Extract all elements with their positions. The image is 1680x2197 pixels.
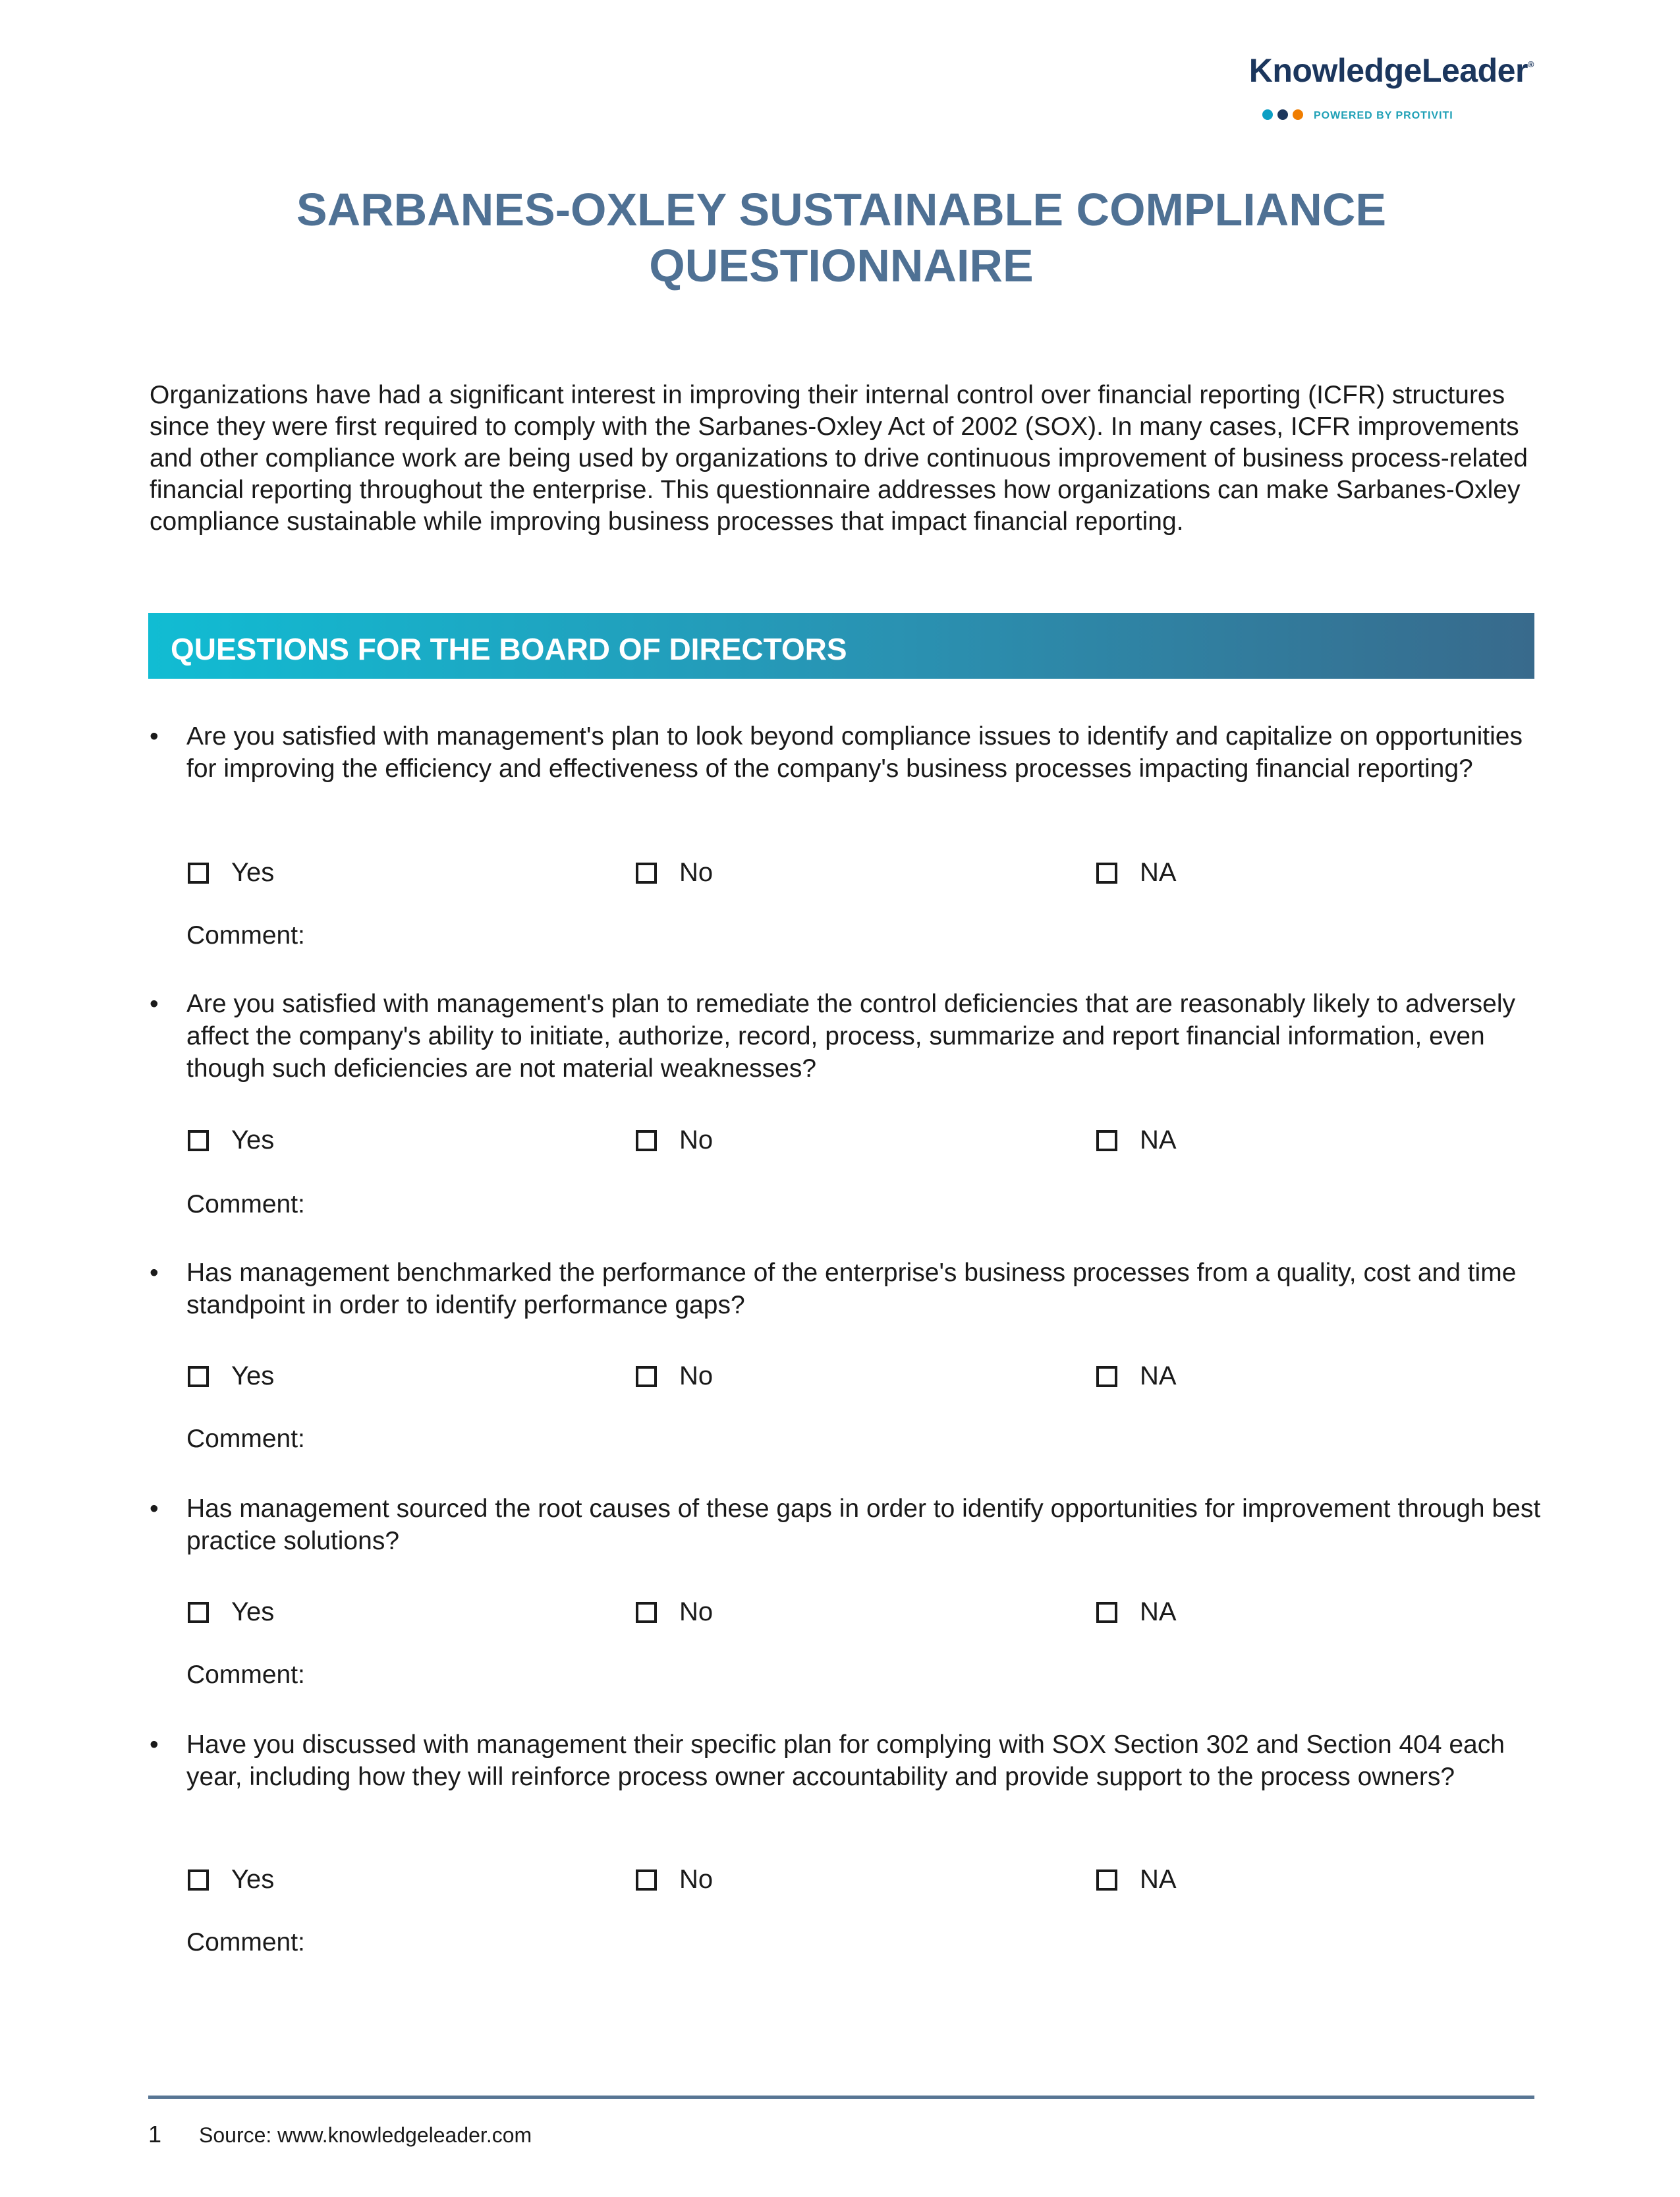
- yes-checkbox[interactable]: [188, 1869, 209, 1891]
- no-label: No: [679, 1865, 714, 1894]
- comment-label: Comment:: [186, 921, 305, 950]
- question-1: [150, 720, 1546, 971]
- no-checkbox[interactable]: [636, 1869, 657, 1891]
- na-checkbox[interactable]: [1096, 863, 1117, 884]
- logo-wordmark: KnowledgeLeader®: [1248, 52, 1534, 89]
- no-checkbox[interactable]: [636, 1602, 657, 1623]
- na-label: NA: [1140, 1361, 1177, 1390]
- option-yes[interactable]: [188, 1361, 274, 1391]
- question-3: [150, 1257, 1546, 1474]
- registered-mark: ®: [1527, 59, 1534, 69]
- no-checkbox[interactable]: [636, 863, 657, 884]
- option-no[interactable]: [636, 1597, 713, 1627]
- comment-label: Comment:: [186, 1661, 305, 1689]
- section-banner: [148, 613, 1534, 679]
- na-checkbox[interactable]: [1096, 1602, 1117, 1623]
- yes-label: Yes: [231, 1865, 275, 1894]
- no-label: No: [679, 1361, 714, 1390]
- comment-label: Comment:: [186, 1190, 305, 1218]
- question-text: Has management benchmarked the performance of the enterprise's business processes from a quality, cost and time standpoint in order to identify performance gaps?: [186, 1259, 1517, 1319]
- question-2: [150, 988, 1546, 1238]
- logo-dot-navy: [1277, 109, 1288, 120]
- bullet-icon: •: [150, 1495, 159, 1523]
- yes-checkbox[interactable]: [188, 863, 209, 884]
- yes-label: Yes: [231, 858, 275, 887]
- footer-source: Source: www.knowledgeleader.com: [199, 2123, 532, 2147]
- option-na[interactable]: [1096, 858, 1177, 888]
- na-label: NA: [1140, 1597, 1177, 1626]
- question-text: Has management sourced the root causes of these gaps in order to identify opportunities for improvement through best practice solutions?: [186, 1495, 1541, 1555]
- na-checkbox[interactable]: [1096, 1366, 1117, 1387]
- na-checkbox[interactable]: [1096, 1130, 1117, 1151]
- page-number: 1: [148, 2121, 162, 2148]
- yes-checkbox[interactable]: [188, 1130, 209, 1151]
- option-na[interactable]: [1096, 1865, 1177, 1895]
- question-text: Are you satisfied with management's plan to look beyond compliance issues to identify and capitalize on opportunities for improving the efficiency and effectiveness of the company's business processes impacting financial reporting?: [186, 722, 1523, 783]
- option-yes[interactable]: [188, 1865, 274, 1895]
- yes-checkbox[interactable]: [188, 1366, 209, 1387]
- yes-checkbox[interactable]: [188, 1602, 209, 1623]
- option-no[interactable]: [636, 1361, 713, 1391]
- yes-label: Yes: [231, 1597, 275, 1626]
- logo-dot-orange: [1293, 109, 1303, 120]
- no-checkbox[interactable]: [636, 1366, 657, 1387]
- na-checkbox[interactable]: [1096, 1869, 1117, 1891]
- option-no[interactable]: [636, 858, 713, 888]
- document-title: SARBANES-OXLEY SUSTAINABLE COMPLIANCE QUESTIONNAIRE: [296, 184, 1387, 291]
- knowledgeleader-logo: [1191, 51, 1534, 130]
- no-label: No: [679, 858, 714, 887]
- bullet-icon: •: [150, 1730, 159, 1759]
- no-label: No: [679, 1126, 714, 1155]
- comment-label: Comment:: [186, 1928, 305, 1956]
- option-no[interactable]: [636, 1865, 713, 1895]
- na-label: NA: [1140, 1126, 1177, 1155]
- question-5: [150, 1728, 1546, 1979]
- option-na[interactable]: [1096, 1361, 1177, 1391]
- question-text: Have you discussed with management their specific plan for complying with SOX Section 302 and Section 404 each year, including how they will reinforce process owner accountability and provide support to the process owners?: [186, 1730, 1505, 1791]
- option-na[interactable]: [1096, 1126, 1177, 1155]
- question-text: Are you satisfied with management's plan to remediate the control deficiencies that are reasonably likely to adversely affect the company's ability to initiate, authorize, record, process, summarize and report financial information, even though such deficiencies are not material weaknesses?: [186, 990, 1516, 1083]
- na-label: NA: [1140, 1865, 1177, 1894]
- option-yes[interactable]: [188, 1597, 274, 1627]
- bullet-icon: •: [150, 990, 159, 1018]
- logo-dots-icon: [1262, 109, 1303, 120]
- option-yes[interactable]: [188, 1126, 274, 1155]
- na-label: NA: [1140, 858, 1177, 887]
- no-checkbox[interactable]: [636, 1130, 657, 1151]
- footer-divider: [148, 2096, 1534, 2099]
- no-label: No: [679, 1597, 714, 1626]
- option-no[interactable]: [636, 1126, 713, 1155]
- logo-tagline: POWERED BY PROTIVITI: [1314, 110, 1453, 121]
- bullet-icon: •: [150, 722, 159, 751]
- option-yes[interactable]: [188, 858, 274, 888]
- comment-label: Comment:: [186, 1425, 305, 1453]
- question-4: [150, 1493, 1546, 1710]
- bullet-icon: •: [150, 1259, 159, 1287]
- option-na[interactable]: [1096, 1597, 1177, 1627]
- yes-label: Yes: [231, 1361, 275, 1390]
- intro-paragraph: Organizations have had a significant interest in improving their internal control over financial reporting (ICFR) structures since they were first required to comply with the Sarbanes-Oxley Act of 2002 (SOX). In many cases, ICFR improvements and other compliance work are being used by organizations to drive continuous improvement of business process-related financial reporting throughout the enterprise. This questionnaire addresses how organizations can make Sarbanes-Oxley compliance sustainable while improving business processes that impact financial reporting.: [150, 381, 1528, 536]
- yes-label: Yes: [231, 1126, 275, 1155]
- logo-dot-blue: [1262, 109, 1273, 120]
- section-title: QUESTIONS FOR THE BOARD OF DIRECTORS: [171, 632, 847, 666]
